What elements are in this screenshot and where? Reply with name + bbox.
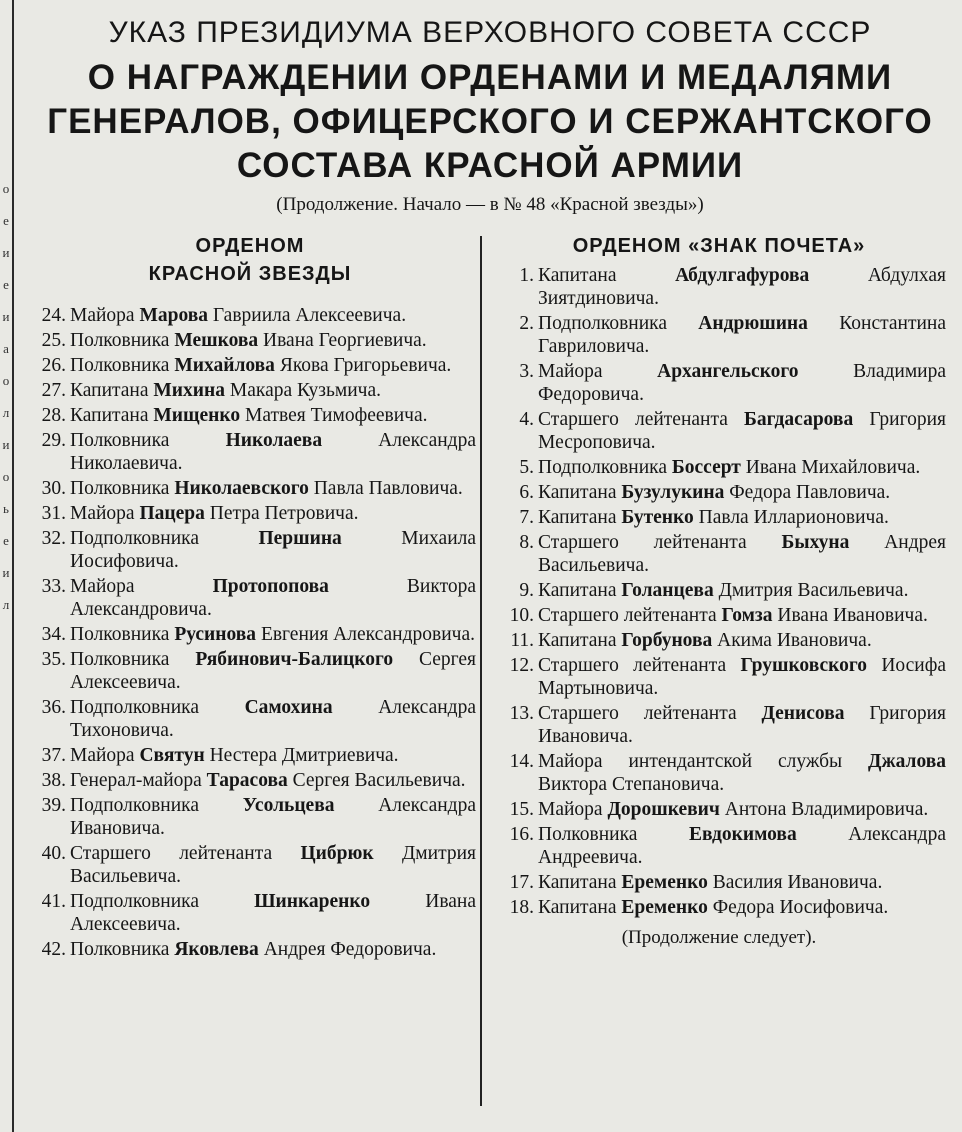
entry-surname: Першина (258, 528, 342, 549)
right-column (492, 232, 946, 949)
entry-rank: Старшего лейтенанта (538, 703, 737, 724)
list-item (24, 842, 476, 888)
edge-fragment-char: е (3, 213, 9, 228)
entry-surname: Мешкова (174, 330, 259, 351)
edge-fragment-char: е (3, 277, 9, 292)
list-item (24, 938, 476, 961)
entry-given-names: Ивана Георгиевича. (263, 330, 427, 351)
entry-text (538, 264, 946, 310)
left-column (24, 232, 476, 963)
entry-surname: Евдокимова (688, 824, 797, 845)
entry-rank: Полковника (538, 824, 638, 845)
entry-rank: Полковника (70, 430, 170, 451)
list-item (24, 769, 476, 792)
entry-surname: Рябинович-Балицкого (195, 649, 394, 670)
list-item (492, 702, 946, 748)
entry-number: 33. (41, 576, 66, 597)
entry-surname: Пацера (139, 503, 205, 524)
list-item (492, 654, 946, 700)
entry-number: 15. (509, 799, 534, 820)
entry-rank: Полковника (70, 330, 170, 351)
list-item (24, 890, 476, 936)
entry-text (70, 623, 476, 646)
entry-rank: Подполковника (538, 457, 667, 478)
entry-number: 39. (41, 795, 66, 816)
entry-number: 32. (41, 528, 66, 549)
entry-given-names: Виктора Александровича. (70, 576, 476, 620)
list-item (24, 575, 476, 621)
list-item (24, 477, 476, 500)
entry-text (70, 329, 476, 352)
entry-rank: Майора (538, 799, 603, 820)
entry-given-names: Александра Андреевича. (538, 824, 947, 868)
entry-surname: Абдулгафурова (675, 265, 810, 286)
list-item (24, 354, 476, 377)
list-item (24, 794, 476, 840)
entry-number: 24. (41, 305, 66, 326)
entry-text (70, 938, 476, 961)
list-item (24, 429, 476, 475)
entry-text (70, 527, 476, 573)
entry-surname: Дорошкевич (607, 799, 720, 820)
adjacent-column-fragment (0, 0, 14, 1132)
edge-fragment-char: а (3, 341, 9, 356)
entry-given-names: Ивана Ивановича. (777, 605, 928, 626)
list-item (492, 823, 946, 869)
entry-given-names: Сергея Алексеевича. (70, 649, 476, 693)
entry-given-names: Александра Николаевича. (70, 430, 476, 474)
entry-given-names: Антона Владимировича. (724, 799, 929, 820)
entry-given-names: Павла Илларионовича. (698, 507, 889, 528)
entry-given-names: Иосифа Мартыновича. (538, 655, 947, 699)
entry-surname: Денисова (761, 703, 845, 724)
edge-fragment-char: о (2, 181, 10, 196)
entry-text (70, 744, 476, 767)
entry-number: 11. (510, 630, 534, 651)
entry-given-names: Александра Ивановича. (70, 795, 476, 839)
entry-given-names: Дмитрия Васильевича. (718, 580, 909, 601)
entry-surname: Джалова (868, 751, 947, 772)
column-divider (480, 236, 482, 1106)
entry-rank: Майора (70, 305, 135, 326)
entry-rank: Подполковника (538, 313, 667, 334)
entry-given-names: Павла Павловича. (313, 478, 463, 499)
entry-given-names: Андрея Васильевича. (538, 532, 947, 576)
entry-surname: Цибрюк (300, 843, 374, 864)
entry-given-names: Макара Кузьмича. (229, 380, 382, 401)
entry-surname: Бузулукина (621, 482, 725, 503)
entry-rank: Полковника (70, 355, 170, 376)
edge-fragment-char: и (2, 565, 10, 580)
entry-surname: Николаевского (174, 478, 309, 499)
entry-surname: Гомза (721, 605, 773, 626)
list-item (492, 798, 946, 821)
entry-rank: Майора интендантской службы (538, 751, 843, 772)
entry-text (70, 404, 476, 427)
list-item (492, 531, 946, 577)
entry-number: 4. (519, 409, 534, 430)
entry-number: 12. (509, 655, 534, 676)
continuation-note: (Продолжение. Начало — в № 48 «Красной звезды») (276, 194, 704, 215)
entry-number: 40. (41, 843, 66, 864)
entry-rank: Генерал-майора (70, 770, 202, 791)
awardee-list-red-star (24, 304, 476, 961)
entry-number: 27. (41, 380, 66, 401)
entry-surname: Мищенко (153, 405, 241, 426)
list-item (24, 502, 476, 525)
entry-given-names: Михаила Иосифовича. (70, 528, 477, 572)
article-title-line-3: СОСТАВА КРАСНОЙ АРМИИ (236, 146, 744, 185)
edge-fragment-char: и (2, 245, 10, 260)
entry-text (538, 798, 946, 821)
entry-given-names: Ивана Михайловича. (745, 457, 921, 478)
entry-rank: Капитана (538, 580, 617, 601)
entry-surname: Марова (139, 305, 209, 326)
entry-text (538, 604, 946, 627)
entry-surname: Андрюшина (698, 313, 808, 334)
entry-rank: Старшего лейтенанта (538, 409, 728, 430)
entry-number: 30. (41, 478, 66, 499)
entry-surname: Протопопова (212, 576, 329, 597)
list-item (492, 604, 946, 627)
entry-text (70, 648, 476, 694)
entry-text (70, 794, 476, 840)
section-heading-left-line-1: ОРДЕНОМ (195, 235, 305, 257)
awardee-list-badge-of-honor (492, 264, 946, 919)
entry-given-names: Гавриила Алексеевича. (212, 305, 407, 326)
entry-surname: Святун (139, 745, 205, 766)
entry-text (70, 842, 476, 888)
entry-number: 5. (519, 457, 534, 478)
list-item (492, 456, 946, 479)
entry-surname: Николаева (225, 430, 323, 451)
entry-rank: Подполковника (70, 697, 199, 718)
entry-given-names: Константина Гавриловича. (538, 313, 946, 357)
entry-given-names: Нестера Дмитриевича. (209, 745, 399, 766)
entry-surname: Русинова (174, 624, 257, 645)
entry-text (538, 312, 946, 358)
entry-text (538, 896, 946, 919)
entry-text (538, 506, 946, 529)
entry-number: 41. (41, 891, 66, 912)
article-header (20, 12, 960, 216)
edge-fragment-char: и (2, 437, 10, 452)
entry-rank: Капитана (538, 265, 617, 286)
entry-number: 7. (519, 507, 534, 528)
entry-surname: Голанцева (621, 580, 714, 601)
entry-surname: Грушковского (740, 655, 867, 676)
to-be-continued-note: (Продолжение следует). (621, 927, 817, 948)
list-item (24, 623, 476, 646)
entry-text (70, 696, 476, 742)
entry-text (538, 750, 946, 796)
entry-text (70, 502, 476, 525)
entry-given-names: Якова Григорьевича. (279, 355, 452, 376)
list-item (492, 750, 946, 796)
entry-number: 14. (509, 751, 534, 772)
list-item (24, 744, 476, 767)
edge-fragment-char: л (2, 405, 10, 420)
entry-text (538, 629, 946, 652)
list-item (492, 871, 946, 894)
list-item (492, 896, 946, 919)
entry-given-names: Матвея Тимофеевича. (245, 405, 428, 426)
entry-text (538, 654, 946, 700)
entry-number: 34. (41, 624, 66, 645)
entry-number: 1. (519, 265, 534, 286)
entry-rank: Старшего лейтенанта (538, 655, 727, 676)
entry-rank: Майора (70, 576, 135, 597)
edge-fragment-char: о (2, 469, 10, 484)
entry-text (70, 575, 476, 621)
entry-rank: Полковника (70, 478, 170, 499)
entry-number: 29. (41, 430, 66, 451)
entry-given-names: Григория Ивановича. (538, 703, 946, 747)
list-item (24, 304, 476, 327)
entry-given-names: Дмитрия Васильевича. (70, 843, 476, 887)
entry-rank: Капитана (538, 482, 617, 503)
entry-text (538, 360, 946, 406)
entry-number: 3. (519, 361, 534, 382)
entry-rank: Старшего лейтенанта (70, 843, 273, 864)
edge-fragment-char: о (2, 373, 10, 388)
entry-text (538, 531, 946, 577)
list-item (24, 404, 476, 427)
entry-rank: Капитана (538, 897, 617, 918)
entry-surname: Самохина (244, 697, 333, 718)
entry-number: 13. (509, 703, 534, 724)
entry-text (538, 456, 946, 479)
entry-given-names: Ивана Алексеевича. (70, 891, 477, 935)
entry-number: 10. (509, 605, 534, 626)
list-item (24, 696, 476, 742)
entry-surname: Яковлева (174, 939, 259, 960)
entry-rank: Полковника (70, 939, 170, 960)
entry-text (70, 477, 476, 500)
entry-number: 31. (41, 503, 66, 524)
entry-text (70, 304, 476, 327)
entry-number: 16. (509, 824, 534, 845)
edge-fragment-char: ь (3, 501, 9, 516)
entry-surname: Еременко (621, 872, 708, 893)
list-item (24, 379, 476, 402)
entry-given-names: Абдулхая Зиятдиновича. (538, 265, 947, 309)
entry-number: 38. (41, 770, 66, 791)
edge-fragment-char: и (2, 309, 10, 324)
entry-surname: Михайлова (174, 355, 275, 376)
list-item (492, 408, 946, 454)
list-item (492, 312, 946, 358)
entry-given-names: Григория Месроповича. (538, 409, 946, 453)
entry-text (538, 408, 946, 454)
entry-surname: Боссерт (671, 457, 741, 478)
entry-number: 6. (519, 482, 534, 503)
entry-number: 18. (509, 897, 534, 918)
entry-given-names: Федора Иосифовича. (712, 897, 889, 918)
list-item (24, 648, 476, 694)
list-item (492, 506, 946, 529)
entry-surname: Еременко (621, 897, 708, 918)
entry-surname: Михина (153, 380, 226, 401)
entry-rank: Подполковника (70, 795, 199, 816)
entry-rank: Майора (70, 503, 135, 524)
entry-rank: Подполковника (70, 528, 199, 549)
entry-rank: Старшего лейтенанта (538, 605, 717, 626)
list-item (492, 264, 946, 310)
entry-number: 26. (41, 355, 66, 376)
entry-surname: Тарасова (206, 770, 288, 791)
entry-text (538, 823, 946, 869)
list-item (24, 527, 476, 573)
entry-surname: Бутенко (621, 507, 694, 528)
section-heading-right: ОРДЕНОМ «ЗНАК ПОЧЕТА» (572, 235, 866, 257)
edge-fragment-char: е (3, 533, 9, 548)
entry-surname: Архангельского (657, 361, 799, 382)
entry-text (70, 890, 476, 936)
entry-surname: Шинкаренко (254, 891, 371, 912)
entry-rank: Майора (538, 361, 603, 382)
list-item (492, 360, 946, 406)
entry-text (538, 579, 946, 602)
entry-rank: Капитана (70, 405, 149, 426)
entry-given-names: Василия Ивановича. (712, 872, 883, 893)
entry-rank: Капитана (538, 630, 617, 651)
entry-number: 17. (509, 872, 534, 893)
list-item (492, 481, 946, 504)
entry-rank: Майора (70, 745, 135, 766)
entry-surname: Быхуна (781, 532, 850, 553)
entry-text (538, 702, 946, 748)
entry-given-names: Сергея Васильевича. (292, 770, 466, 791)
entry-number: 9. (519, 580, 534, 601)
entry-given-names: Андрея Федоровича. (263, 939, 437, 960)
section-heading-left-line-2: КРАСНОЙ ЗВЕЗДЫ (148, 263, 352, 285)
list-item (492, 629, 946, 652)
entry-given-names: Александра Тихоновича. (70, 697, 476, 741)
entry-number: 36. (41, 697, 66, 718)
entry-text (70, 379, 476, 402)
entry-number: 35. (41, 649, 66, 670)
entry-given-names: Федора Павловича. (729, 482, 891, 503)
entry-rank: Капитана (538, 507, 617, 528)
entry-number: 28. (41, 405, 66, 426)
entry-number: 37. (41, 745, 66, 766)
entry-rank: Капитана (538, 872, 617, 893)
entry-surname: Багдасарова (744, 409, 854, 430)
entry-given-names: Акима Ивановича. (717, 630, 872, 651)
entry-number: 2. (519, 313, 534, 334)
decree-heading: УКАЗ ПРЕЗИДИУМА ВЕРХОВНОГО СОВЕТА СССР (108, 16, 872, 49)
entry-given-names: Петра Петровича. (209, 503, 359, 524)
entry-rank: Подполковника (70, 891, 199, 912)
entry-number: 25. (41, 330, 66, 351)
entry-given-names: Виктора Степановича. (538, 774, 725, 795)
entry-text (70, 429, 476, 475)
entry-number: 42. (41, 939, 66, 960)
article-title-line-1: О НАГРАЖДЕНИИ ОРДЕНАМИ И МЕДАЛЯМИ (87, 58, 893, 97)
entry-text (70, 354, 476, 377)
entry-rank: Полковника (70, 649, 170, 670)
entry-number: 8. (519, 532, 534, 553)
entry-given-names: Владимира Федоровича. (538, 361, 947, 405)
entry-rank: Полковника (70, 624, 170, 645)
article-title-line-2: ГЕНЕРАЛОВ, ОФИЦЕРСКОГО И СЕРЖАНТСКОГО (47, 102, 933, 141)
list-item (24, 329, 476, 352)
entry-rank: Старшего лейтенанта (538, 532, 747, 553)
entry-given-names: Евгения Александровича. (260, 624, 476, 645)
entry-text (538, 871, 946, 894)
edge-fragment-char: л (2, 597, 10, 612)
entry-surname: Горбунова (621, 630, 713, 651)
list-item (492, 579, 946, 602)
entry-text (538, 481, 946, 504)
entry-text (70, 769, 476, 792)
entry-surname: Усольцева (242, 795, 335, 816)
entry-rank: Капитана (70, 380, 149, 401)
